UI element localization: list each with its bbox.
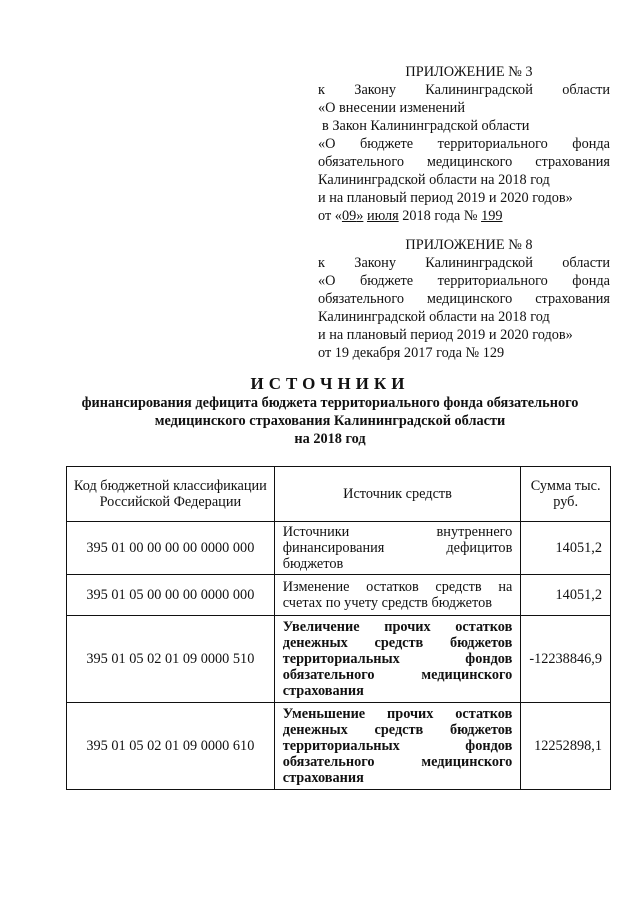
row-sum: 14051,2 bbox=[521, 575, 611, 616]
heading-line: финансирования дефицита бюджета территориального фонда обязательного bbox=[81, 395, 579, 411]
table-row bbox=[67, 616, 611, 703]
row-sum: 12252898,1 bbox=[521, 703, 611, 790]
row-sum: 14051,2 bbox=[521, 522, 611, 575]
date-prefix: от « bbox=[318, 208, 342, 224]
appendix-3-date bbox=[318, 207, 610, 225]
appendix-3-block bbox=[318, 63, 610, 225]
appendix-3-title: ПРИЛОЖЕНИЕ № 3 bbox=[405, 64, 533, 80]
row-code: 395 01 05 02 01 09 0000 610 bbox=[67, 703, 275, 790]
appendix-3-line: «О внесении изменений bbox=[318, 100, 465, 116]
table-header-row bbox=[67, 467, 611, 522]
row-code: 395 01 05 02 01 09 0000 510 bbox=[67, 616, 275, 703]
row-sum: -12238846,9 bbox=[521, 616, 611, 703]
heading-title: ИСТОЧНИКИ bbox=[250, 374, 410, 393]
date-year: 2018 года № bbox=[402, 208, 478, 224]
date-mid: » bbox=[356, 208, 364, 224]
appendix-3-line: к Закону Калининградской области bbox=[318, 82, 610, 98]
law-number: 199 bbox=[481, 208, 503, 224]
appendix-8-line: «О бюджете территориального фонда bbox=[318, 273, 610, 289]
row-source: Уменьшение прочих остатков денежных средств бюджетов территориальных фондов обязательного медицинского страхования bbox=[274, 703, 521, 790]
appendix-3-line: обязательного медицинского страхования bbox=[318, 154, 610, 170]
row-source: Увеличение прочих остатков денежных средств бюджетов территориальных фондов обязательного медицинского страхования bbox=[274, 616, 521, 703]
appendix-8-line: от 19 декабря 2017 года № 129 bbox=[318, 345, 505, 361]
appendix-8-block bbox=[318, 236, 610, 362]
table-row bbox=[67, 522, 611, 575]
row-code: 395 01 00 00 00 00 0000 000 bbox=[67, 522, 275, 575]
appendix-3-line: в Закон Калининградской области bbox=[322, 118, 530, 134]
appendix-8-line: обязательного медицинского страхования bbox=[318, 291, 610, 307]
appendix-8-line: Калининградской области на 2018 год bbox=[318, 309, 550, 325]
appendix-8-line: и на плановый период 2019 и 2020 годов» bbox=[318, 327, 573, 343]
heading-line: на 2018 год bbox=[294, 431, 366, 447]
table-row bbox=[67, 703, 611, 790]
header-code: Код бюджетной классификации Российской Федерации bbox=[67, 467, 275, 522]
table-row bbox=[67, 575, 611, 616]
appendix-8-line: к Закону Калининградской области bbox=[318, 255, 610, 271]
date-day: 09 bbox=[341, 208, 357, 224]
appendix-3-line: и на плановый период 2019 и 2020 годов» bbox=[318, 190, 573, 206]
header-sum: Сумма тыс. руб. bbox=[521, 467, 611, 522]
header-source: Источник средств bbox=[274, 467, 521, 522]
heading-line: медицинского страхования Калининградской области bbox=[154, 413, 506, 429]
appendix-3-line: Калининградской области на 2018 год bbox=[318, 172, 550, 188]
document-heading bbox=[40, 374, 620, 448]
row-code: 395 01 05 00 00 00 0000 000 bbox=[67, 575, 275, 616]
appendix-8-title: ПРИЛОЖЕНИЕ № 8 bbox=[405, 237, 533, 253]
sources-table bbox=[66, 466, 611, 790]
appendix-3-line: «О бюджете территориального фонда bbox=[318, 136, 610, 152]
row-source: Источники внутреннего финансирования дефицитов бюджетов bbox=[274, 522, 521, 575]
date-month: июля bbox=[366, 208, 399, 224]
row-source: Изменение остатков средств на счетах по учету средств бюджетов bbox=[274, 575, 521, 616]
